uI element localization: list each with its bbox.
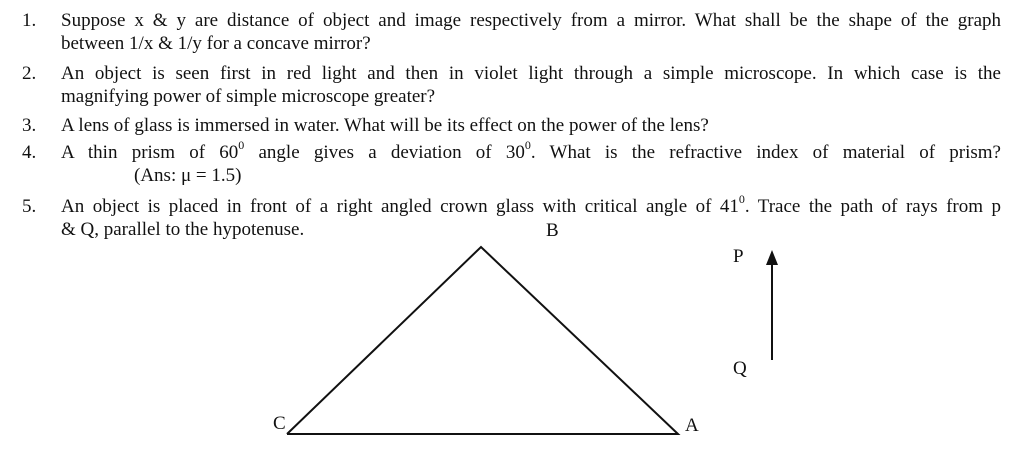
degree-superscript: 0 — [738, 191, 745, 206]
question-line: A lens of glass is immersed in water. What will be its effect on the power of the lens? — [61, 115, 709, 136]
question-line: Suppose x & y are distance of object and image respectively from a mirror. What shall be the shape of the graph — [61, 10, 1001, 31]
question-number: 2. — [22, 63, 37, 84]
vertex-label-a: A — [685, 415, 699, 436]
vertex-label-b: B — [546, 220, 559, 241]
question-text-part: A thin prism of 60 — [61, 142, 239, 163]
arrow-up-icon — [766, 250, 778, 265]
question-text-part: . What is the refractive index of material of prism? — [530, 142, 1001, 163]
question-number: 3. — [22, 115, 37, 136]
question-number: 1. — [22, 10, 37, 31]
question-text-part: An object is placed in front of a right angled crown glass with critical angle of 41 — [61, 196, 739, 217]
point-label-q: Q — [733, 358, 747, 379]
question-text-part: . Trace the path of rays from p — [744, 196, 1002, 217]
question-number: 5. — [22, 196, 37, 217]
answer-text: (Ans: μ = 1.5) — [134, 165, 242, 186]
prism-triangle — [287, 247, 678, 434]
degree-superscript: 0 — [238, 137, 245, 152]
point-label-p: P — [733, 246, 744, 267]
question-line: An object is seen first in red light and then in violet light through a simple microscope. In which case is the — [61, 63, 1001, 84]
question-text-part: angle gives a deviation of 30 — [244, 142, 525, 163]
question-line: magnifying power of simple microscope greater? — [61, 86, 436, 107]
vertex-label-c: C — [273, 413, 286, 434]
question-line: between 1/x & 1/y for a concave mirror? — [61, 33, 371, 54]
question-number: 4. — [22, 142, 37, 163]
question-line: & Q, parallel to the hypotenuse. — [61, 219, 305, 240]
degree-superscript: 0 — [524, 137, 531, 152]
